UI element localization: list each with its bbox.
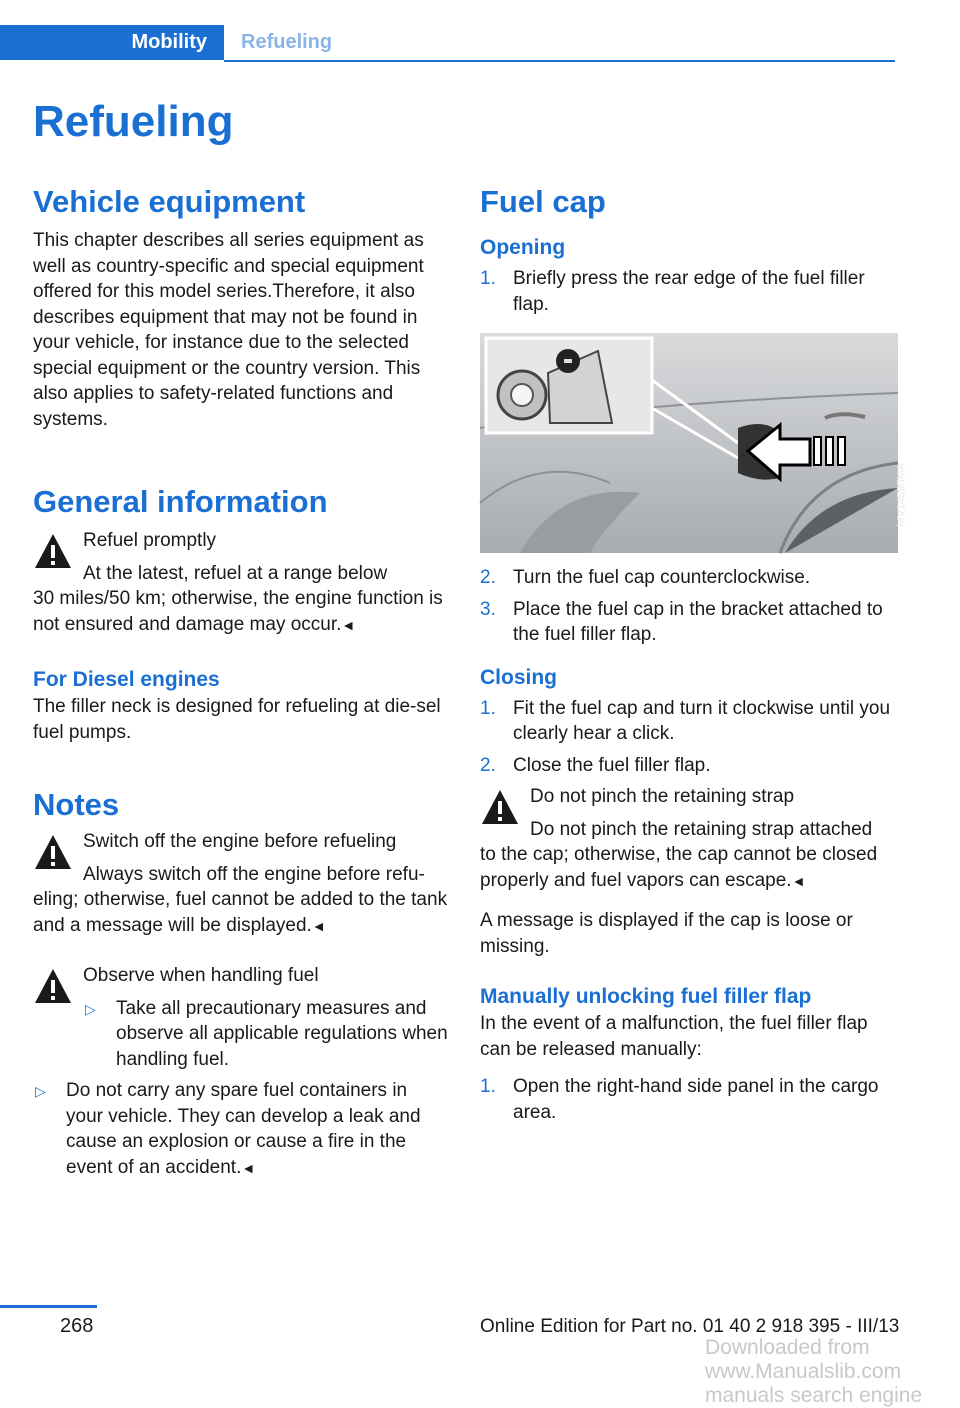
warning-title: Observe when handling fuel: [83, 965, 319, 986]
warning-retaining-strap: [480, 784, 898, 894]
warning-text-first: Do not pinch the retaining strap attached: [530, 818, 873, 840]
list-item: 1. Briefly press the rear edge of the fuel filler flap.: [480, 268, 865, 315]
end-mark: ◄: [311, 917, 326, 934]
warning-icon: [33, 532, 73, 570]
warning-bullets-outer: [33, 1078, 448, 1181]
list-item: ▷ Take all precautionary measures and observe all applicable regulations when handling fuel.: [85, 997, 448, 1070]
warning-title: Refuel promptly: [83, 530, 217, 551]
opening-steps-a: [480, 266, 898, 317]
list-item: 2. Turn the fuel cap counterclockwise.: [480, 567, 811, 588]
heading-closing: Closing: [480, 665, 557, 689]
manual-unlock-text: In the event of a malfunction, the fuel filler flap can be released manually:: [480, 1013, 868, 1060]
list-item: ▷ Do not carry any spare fuel containers in your vehicle. They can develop a leak and cause an explosion or cause a fire in the event of an accident.◄: [35, 1080, 421, 1178]
closing-steps: [480, 696, 898, 779]
triangle-bullet-icon: ▷: [85, 1000, 96, 1017]
heading-notes: Notes: [33, 787, 120, 822]
end-mark: ◄: [241, 1159, 256, 1176]
header-rule: [224, 60, 895, 62]
warning-icon: [480, 788, 520, 826]
heading-fuel-cap: Fuel cap: [480, 184, 606, 219]
warning-icon: [33, 967, 73, 1005]
watermark: Downloaded from www.Manualslib.com manuals search engine: [705, 1336, 923, 1407]
manual-steps: [480, 1074, 898, 1125]
fuel-filler-flap-illustration: [480, 333, 908, 553]
left-column: [33, 182, 448, 1181]
warning-title: Do not pinch the retaining strap: [530, 786, 795, 807]
heading-manual-unlock: Manually unlocking fuel filler flap: [480, 985, 812, 1008]
page-title: Refueling: [33, 97, 234, 146]
warning-handling-fuel: [33, 963, 448, 1181]
warning-text-rest: eling; otherwise, fuel cannot be added to the tank and a message will be displayed.: [33, 889, 448, 936]
list-item: 2. Close the fuel filler flap.: [480, 754, 711, 776]
list-item: 1. Fit the fuel cap and turn it clockwise until you clearly hear a click.: [480, 697, 891, 744]
image-code: MV14595MA: [896, 463, 908, 527]
list-item: 1. Open the right-hand side panel in the cargo area.: [480, 1076, 879, 1123]
warning-bullets-inner: [33, 996, 448, 1073]
footer-rule: [0, 1305, 97, 1308]
page-number: 268: [60, 1315, 94, 1337]
list-item: 3. Place the fuel cap in the bracket attached to the fuel filler flap.: [480, 598, 883, 645]
warning-icon: [33, 833, 73, 871]
end-mark: ◄: [791, 872, 806, 889]
right-column: [480, 182, 908, 1131]
heading-diesel-engines: For Diesel engines: [33, 668, 220, 691]
warning-text-first: Always switch off the engine before refu‐: [83, 863, 425, 885]
edition-text: Online Edition for Part no. 01 40 2 918 395 - III/13: [480, 1316, 900, 1337]
section-tab-refueling[interactable]: Refueling: [241, 31, 333, 53]
end-mark: ◄: [341, 616, 356, 633]
heading-opening: Opening: [480, 236, 566, 259]
opening-steps-b: [480, 565, 898, 648]
cap-message-text: A message is displayed if the cap is loose or missing.: [480, 910, 853, 957]
page-header: [0, 25, 895, 62]
heading-vehicle-equipment: Vehicle equipment: [33, 184, 306, 219]
warning-title: Switch off the engine before refueling: [83, 831, 397, 852]
triangle-bullet-icon: ▷: [35, 1083, 46, 1099]
heading-general-information: General information: [33, 484, 328, 519]
warning-text-rest: 30 miles/50 km; otherwise, the engine function is not ensured and damage may occur.: [33, 588, 443, 635]
car-rear-drawing: [480, 333, 898, 553]
vehicle-equipment-text: This chapter describes all series equipment as well as country-specific and special equipment offered for this model series.Therefore, it also describes equipment that may not be found in your vehicle, for instance due to the selected special equipment or the country version. This also applies to safety-related functions and systems.: [33, 230, 424, 430]
warning-text-first: At the latest, refuel at a range below: [83, 562, 388, 584]
diesel-text: The filler neck is designed for refueling at die‐sel fuel pumps.: [33, 696, 441, 743]
section-tab-mobility[interactable]: Mobility: [0, 25, 224, 60]
warning-text-rest: to the cap; otherwise, the cap cannot be closed properly and fuel vapors can escape.: [480, 844, 878, 891]
warning-switch-off-engine: [33, 829, 448, 939]
warning-refuel-promptly: [33, 528, 448, 638]
